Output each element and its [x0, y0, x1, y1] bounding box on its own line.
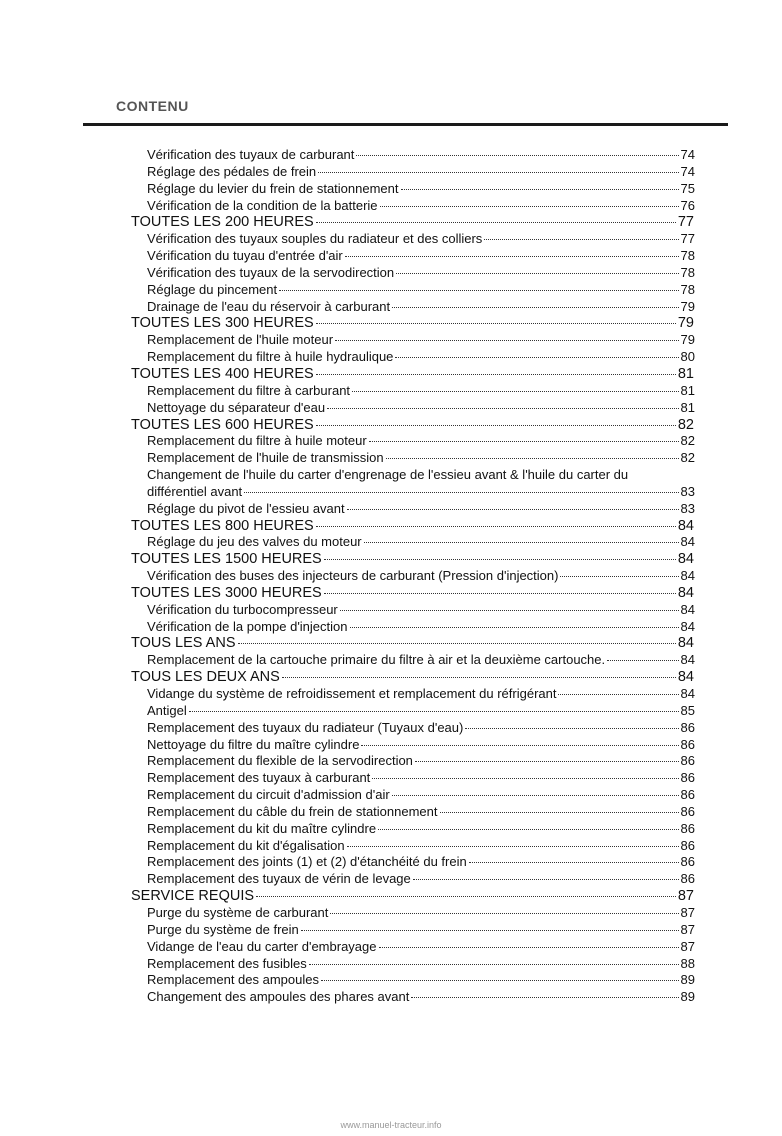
toc-section-entry	[0, 888, 694, 905]
page-header-title: CONTENU	[116, 98, 189, 114]
toc-page-number: 84	[680, 686, 695, 701]
toc-entry-title: TOUS LES ANS	[131, 635, 236, 652]
toc-entry-title: Drainage de l'eau du réservoir à carburant	[147, 298, 391, 314]
toc-entry	[0, 433, 695, 450]
toc-entry-title: Remplacement du kit du maître cylindre	[147, 820, 377, 836]
toc-entry-title: TOUTES LES 1500 HEURES	[131, 551, 322, 568]
toc-entry-title: Antigel	[147, 702, 187, 718]
toc-entry	[0, 501, 695, 518]
toc-page-number: 86	[680, 871, 695, 887]
toc-leader-dots	[361, 745, 678, 746]
toc-entry-title: Remplacement de l'huile moteur	[147, 332, 334, 348]
toc-page-number: 86	[680, 770, 695, 786]
toc-entry-title: Remplacement du flexible de la servodirection	[147, 753, 413, 769]
toc-entry-title: Remplacement des tuyaux à carburant	[147, 770, 371, 786]
toc-entry	[0, 467, 695, 484]
toc-entry	[0, 770, 695, 787]
toc-entry	[0, 939, 695, 956]
toc-leader-dots	[396, 273, 678, 274]
toc-page-number: 87	[680, 904, 695, 920]
toc-entry	[0, 652, 695, 669]
toc-entry-title: Réglage du levier du frein de stationnement	[147, 180, 399, 196]
toc-page-number: 74	[680, 163, 695, 179]
toc-entry	[0, 383, 695, 400]
toc-entry-title: Changement des ampoules des phares avant	[147, 989, 410, 1005]
toc-leader-dots	[318, 172, 678, 173]
toc-leader-dots	[256, 896, 676, 897]
toc-page-number: 81	[680, 382, 695, 398]
toc-entry-title: Réglage du jeu des valves du moteur	[147, 534, 362, 550]
toc-leader-dots	[356, 155, 678, 156]
toc-page-number: 89	[680, 989, 695, 1005]
toc-entry-title: Remplacement du filtre à carburant	[147, 382, 351, 398]
toc-leader-dots	[380, 206, 679, 207]
toc-leader-dots	[340, 610, 679, 611]
toc-leader-dots	[238, 643, 676, 644]
toc-page-number: 82	[677, 416, 694, 433]
toc-entry	[0, 450, 695, 467]
toc-entry-title: Vérification du tuyau d'entrée d'air	[147, 248, 343, 264]
toc-leader-dots	[364, 542, 679, 543]
toc-entry	[0, 686, 695, 703]
toc-section-entry	[0, 366, 694, 383]
toc-leader-dots	[335, 340, 679, 341]
toc-page-number: 84	[680, 601, 695, 617]
toc-section-entry	[0, 518, 694, 535]
toc-entry	[0, 720, 695, 737]
toc-page-number: 75	[680, 180, 695, 196]
toc-page-number: 86	[680, 820, 695, 836]
toc-entry	[0, 787, 695, 804]
toc-entry-title: Remplacement des fusibles	[147, 955, 307, 971]
toc-section-entry	[0, 214, 694, 231]
toc-entry-title: Remplacement de l'huile de transmission	[147, 450, 384, 466]
toc-leader-dots	[282, 677, 676, 678]
toc-page-number: 84	[680, 534, 695, 550]
toc-entry-title: Vérification de la condition de la batterie	[147, 197, 378, 213]
toc-page-number: 86	[680, 736, 695, 752]
toc-leader-dots	[415, 761, 679, 762]
toc-page-number: 85	[680, 702, 695, 718]
toc-leader-dots	[347, 509, 679, 510]
toc-entry-title: Vidange du système de refroidissement et remplacement du réfrigérant	[147, 686, 557, 701]
toc-entry-title: Remplacement du kit d'égalisation	[147, 837, 345, 853]
toc-entry-title: TOUTES LES 800 HEURES	[131, 517, 314, 534]
toc-page-number: 84	[677, 551, 694, 568]
toc-page-number: 78	[680, 281, 695, 297]
toc-leader-dots	[379, 947, 679, 948]
toc-entry	[0, 753, 695, 770]
toc-entry-title: Remplacement des joints (1) et (2) d'étanchéité du frein	[147, 854, 467, 870]
toc-entry	[0, 922, 695, 939]
toc-entry-title: Remplacement du filtre à huile moteur	[147, 433, 367, 449]
toc-page-number: 76	[680, 197, 695, 213]
toc-page-number: 78	[680, 248, 695, 264]
toc-leader-dots	[316, 374, 676, 375]
toc-entry-title: Purge du système de carburant	[147, 904, 329, 920]
toc-leader-dots	[395, 357, 678, 358]
toc-entry-title: Remplacement du câble du frein de stationnement	[147, 803, 438, 819]
toc-entry-title: Remplacement de la cartouche primaire du filtre à air et la deuxième cartouche.	[147, 652, 606, 668]
toc-entry	[0, 703, 695, 720]
toc-entry	[0, 989, 695, 1006]
toc-entry-title: Réglage des pédales de frein	[147, 163, 317, 179]
toc-entry	[0, 282, 695, 299]
toc-entry-title: TOUTES LES 300 HEURES	[131, 315, 314, 332]
toc-leader-dots	[316, 222, 676, 223]
toc-page-number: 84	[680, 568, 695, 584]
toc-leader-dots	[607, 660, 678, 661]
toc-entry	[0, 231, 695, 248]
toc-entry-title: Remplacement du circuit d'admission d'air	[147, 787, 390, 803]
toc-page-number: 79	[680, 298, 695, 314]
toc-entry-title: Vérification des buses des injecteurs de carburant (Pression d'injection)	[147, 568, 559, 584]
toc-leader-dots	[465, 728, 678, 729]
toc-leader-dots	[372, 778, 678, 779]
toc-page-number: 87	[677, 888, 694, 905]
toc-page-number: 89	[680, 972, 695, 988]
toc-page-number: 77	[680, 231, 695, 247]
toc-leader-dots	[316, 323, 676, 324]
toc-section-entry	[0, 315, 694, 332]
toc-entry-title: Remplacement du filtre à huile hydraulique	[147, 349, 394, 365]
toc-section-entry	[0, 669, 694, 686]
toc-entry	[0, 400, 695, 417]
toc-page-number: 86	[680, 719, 695, 735]
toc-entry	[0, 871, 695, 888]
toc-page-number: 82	[680, 450, 695, 466]
toc-entry	[0, 181, 695, 198]
toc-entry	[0, 804, 695, 821]
toc-page-number: 82	[680, 433, 695, 449]
toc-leader-dots	[189, 711, 679, 712]
toc-leader-dots	[345, 256, 679, 257]
toc-leader-dots	[558, 694, 678, 695]
toc-entry-title: Vérification des tuyaux de carburant	[147, 147, 355, 162]
toc-entry	[0, 349, 695, 366]
toc-entry-title: Vérification des tuyaux souples du radiateur et des colliers	[147, 231, 483, 247]
toc-leader-dots	[401, 189, 679, 190]
toc-leader-dots	[560, 576, 678, 577]
toc-entry-title: TOUTES LES 3000 HEURES	[131, 584, 322, 601]
toc-section-entry	[0, 551, 694, 568]
toc-entry	[0, 619, 695, 636]
toc-page-number: 81	[680, 399, 695, 415]
toc-page-number: 84	[677, 669, 694, 686]
toc-page-number: 81	[677, 365, 694, 382]
toc-page-number: 74	[680, 147, 695, 162]
toc-page-number: 83	[680, 500, 695, 516]
toc-entry-title: Nettoyage du séparateur d'eau	[147, 399, 326, 415]
toc-page-number: 88	[680, 955, 695, 971]
toc-entry	[0, 905, 695, 922]
toc-leader-dots	[369, 441, 679, 442]
toc-leader-dots	[316, 526, 676, 527]
toc-section-entry	[0, 585, 694, 602]
toc-entry	[0, 248, 695, 265]
toc-page-number: 84	[680, 652, 695, 668]
toc-entry-title: Purge du système de frein	[147, 921, 299, 937]
toc-page-number: 78	[680, 264, 695, 280]
toc-entry-title: Vidange de l'eau du carter d'embrayage	[147, 938, 377, 954]
toc-entry	[0, 484, 695, 501]
toc-leader-dots	[316, 425, 676, 426]
toc-leader-dots	[352, 391, 678, 392]
toc-entry	[0, 198, 695, 215]
toc-leader-dots	[330, 913, 678, 914]
toc-entry	[0, 838, 695, 855]
toc-section-entry	[0, 635, 694, 652]
toc-entry-title: différentiel avant	[147, 483, 243, 499]
toc-page-number: 79	[680, 332, 695, 348]
toc-leader-dots	[484, 239, 678, 240]
toc-page-number: 86	[680, 753, 695, 769]
toc-leader-dots	[469, 862, 679, 863]
toc-entry-title: TOUTES LES 400 HEURES	[131, 365, 314, 382]
toc-page-number: 86	[680, 837, 695, 853]
toc-entry	[0, 332, 695, 349]
toc-entry-title: Vérification de la pompe d'injection	[147, 618, 348, 634]
toc-leader-dots	[392, 307, 678, 308]
toc-entry	[0, 972, 695, 989]
toc-entry	[0, 147, 695, 164]
toc-leader-dots	[347, 846, 679, 847]
toc-page-number: 84	[677, 517, 694, 534]
footer-watermark: www.manuel-tracteur.info	[340, 1120, 442, 1130]
toc-entry	[0, 534, 695, 551]
toc-page-number: 86	[680, 787, 695, 803]
toc-entry-title: Réglage du pincement	[147, 281, 278, 297]
toc-leader-dots	[350, 627, 679, 628]
toc-entry	[0, 956, 695, 973]
toc-page-number: 84	[680, 618, 695, 634]
toc-page-number: 84	[677, 584, 694, 601]
toc-entry-title: Nettoyage du filtre du maître cylindre	[147, 736, 360, 752]
toc-leader-dots	[324, 593, 676, 594]
toc-entry	[0, 568, 695, 585]
toc-page-number: 87	[680, 938, 695, 954]
toc-entry-title: Remplacement des ampoules	[147, 972, 319, 988]
toc-entry-title: TOUTES LES 600 HEURES	[131, 416, 314, 433]
toc-entry	[0, 265, 695, 282]
toc-page-number: 84	[677, 635, 694, 652]
toc-leader-dots	[378, 829, 678, 830]
toc-page-number: 86	[680, 854, 695, 870]
toc-leader-dots	[392, 795, 679, 796]
toc-entry-title: TOUS LES DEUX ANS	[131, 669, 280, 686]
toc-entry-title: Réglage du pivot de l'essieu avant	[147, 500, 345, 516]
toc-leader-dots	[324, 559, 676, 560]
toc-entry-title: Remplacement des tuyaux du radiateur (Tuyaux d'eau)	[147, 719, 464, 735]
toc-leader-dots	[411, 997, 678, 998]
toc-entry-title: Vérification du turbocompresseur	[147, 601, 338, 617]
toc-entry	[0, 821, 695, 838]
toc-entry	[0, 737, 695, 754]
toc-leader-dots	[244, 492, 678, 493]
header-rule	[83, 123, 728, 126]
toc-page-number: 87	[680, 921, 695, 937]
toc-entry	[0, 164, 695, 181]
toc-section-entry	[0, 417, 694, 434]
toc-entry-title: Changement de l'huile du carter d'engrenage de l'essieu avant & l'huile du carter du	[147, 467, 629, 483]
toc-page-number: 77	[677, 214, 694, 231]
toc-entry-title: TOUTES LES 200 HEURES	[131, 214, 314, 231]
toc-leader-dots	[301, 930, 679, 931]
toc-leader-dots	[279, 290, 678, 291]
toc-entry-title: Vérification des tuyaux de la servodirection	[147, 264, 395, 280]
toc-entry	[0, 854, 695, 871]
toc-entry-title: SERVICE REQUIS	[131, 888, 255, 905]
toc-page-number: 83	[680, 483, 695, 499]
toc-leader-dots	[440, 812, 679, 813]
toc-page-number: 80	[680, 349, 695, 365]
toc-leader-dots	[309, 964, 679, 965]
toc-leader-dots	[386, 458, 679, 459]
toc-page-number: 79	[677, 315, 694, 332]
toc-leader-dots	[321, 980, 679, 981]
toc-entry	[0, 299, 695, 316]
toc-leader-dots	[327, 408, 678, 409]
toc-leader-dots	[413, 879, 679, 880]
table-of-contents	[0, 147, 782, 1006]
toc-entry-title: Remplacement des tuyaux de vérin de levage	[147, 871, 411, 887]
toc-page-number: 86	[680, 803, 695, 819]
toc-entry	[0, 602, 695, 619]
